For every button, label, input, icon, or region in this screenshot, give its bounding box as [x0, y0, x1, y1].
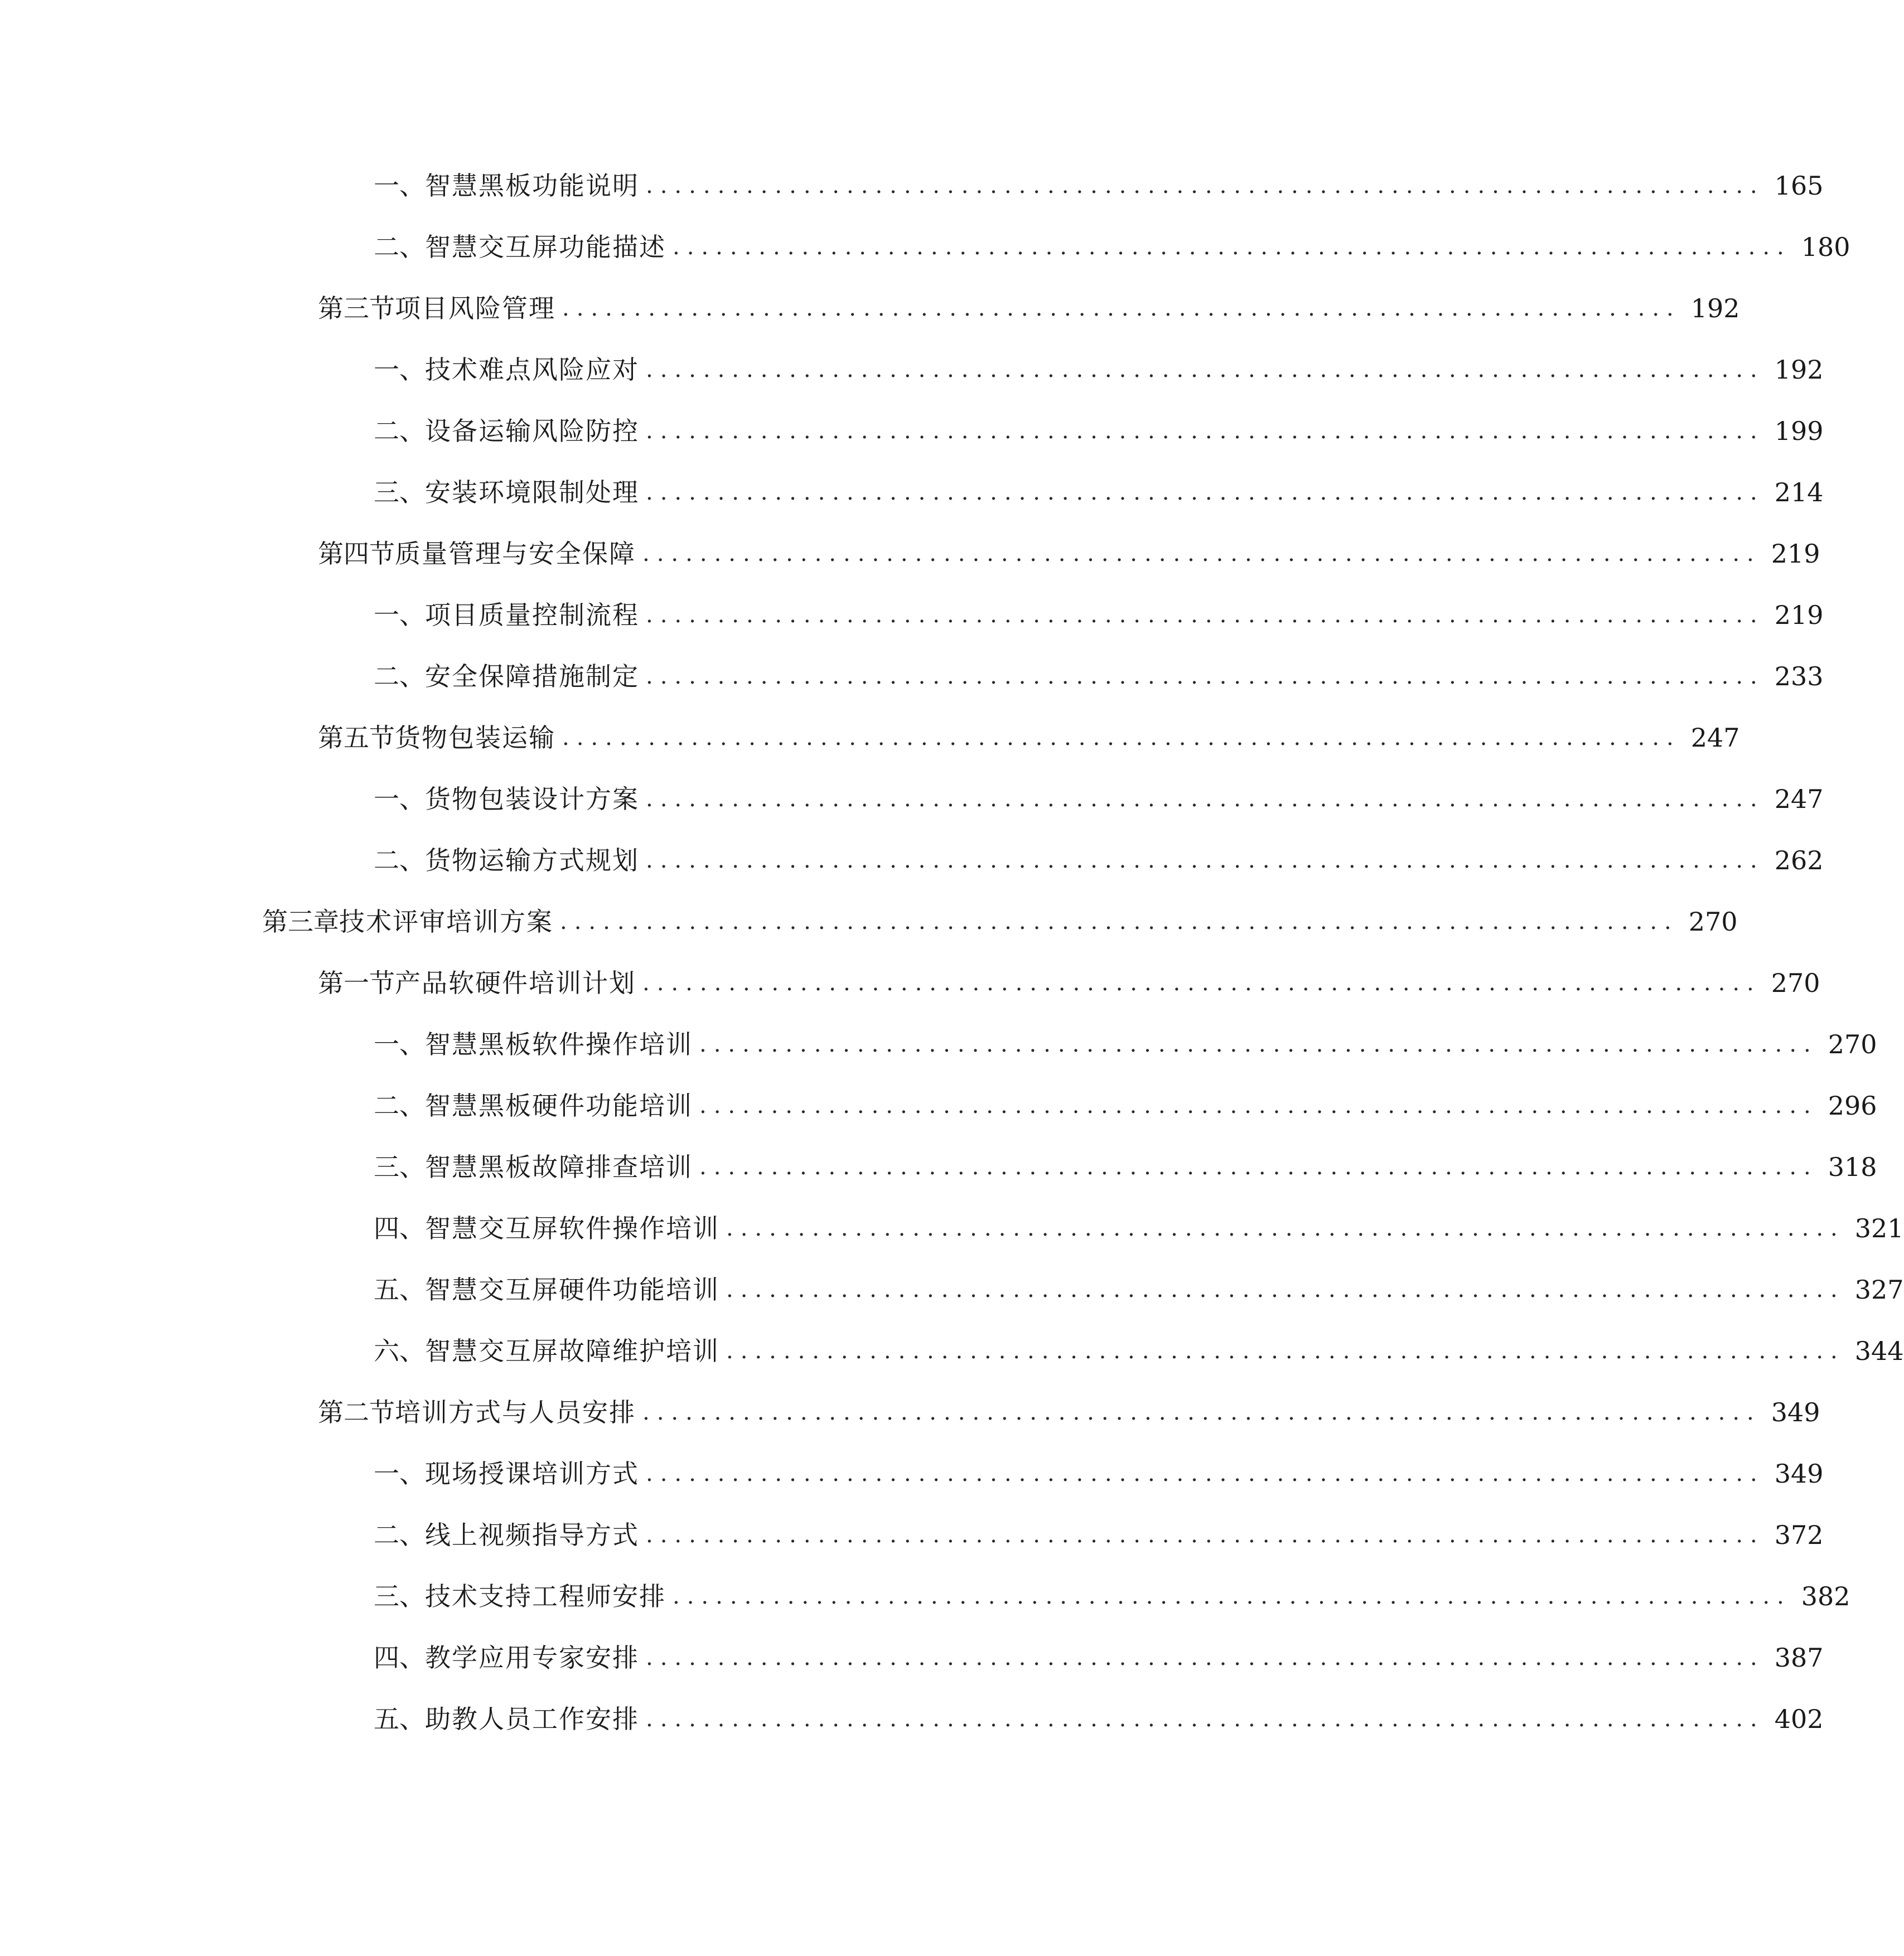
toc-entry-number: 一、 — [374, 784, 425, 814]
toc-entry-title: 智慧交互屏软件操作培训 — [425, 1213, 719, 1243]
toc-entry-page: 247 — [1774, 784, 1824, 814]
toc-entry-title: 培训方式与人员安排 — [395, 1397, 636, 1427]
toc-entry-title: 线上视频指导方式 — [425, 1520, 639, 1550]
toc-entry[interactable] — [318, 718, 1740, 757]
toc-entry[interactable] — [318, 289, 1740, 328]
toc-entry[interactable] — [374, 1454, 1824, 1493]
toc-entry-page: 199 — [1774, 416, 1824, 446]
toc-entry[interactable] — [374, 1638, 1824, 1677]
toc-entry-page: 270 — [1828, 1029, 1877, 1059]
toc-entry-page: 382 — [1801, 1581, 1850, 1611]
dot-leader: .............................................................................. — [646, 173, 1765, 198]
toc-entry[interactable] — [374, 1332, 1904, 1371]
toc-entry-page: 214 — [1774, 477, 1824, 507]
toc-entry-number: 一、 — [374, 171, 425, 201]
toc-entry[interactable] — [374, 1700, 1824, 1739]
toc-entry[interactable] — [318, 1393, 1820, 1432]
toc-entry[interactable] — [374, 657, 1824, 696]
toc-entry[interactable] — [374, 841, 1824, 880]
toc-entry-number: 二、 — [374, 416, 425, 446]
toc-entry-number: 二、 — [374, 232, 425, 262]
toc-entry-page: 219 — [1771, 539, 1820, 569]
toc-entry-number: 第三节 — [318, 293, 395, 323]
dot-leader: .............................................................................. — [562, 296, 1681, 321]
toc-entry-page: 180 — [1801, 232, 1850, 262]
dot-leader: .............................................................................. — [646, 1706, 1765, 1732]
toc-entry-page: 192 — [1690, 293, 1740, 323]
dot-leader: .............................................................................. — [699, 1154, 1818, 1180]
toc-entry[interactable] — [374, 1209, 1904, 1248]
toc-entry-page: 372 — [1774, 1520, 1824, 1550]
toc-entry[interactable] — [318, 964, 1820, 1003]
toc-entry-title: 现场授课培训方式 — [425, 1459, 639, 1489]
toc-entry[interactable] — [374, 1577, 1850, 1616]
toc-entry-page: 192 — [1774, 355, 1824, 385]
toc-entry[interactable] — [374, 1025, 1877, 1064]
toc-entry-number: 三、 — [374, 1581, 425, 1611]
dot-leader: .............................................................................. — [726, 1338, 1845, 1364]
toc-entry-page: 344 — [1854, 1336, 1904, 1366]
toc-entry-number: 三、 — [374, 1152, 425, 1182]
toc-entry[interactable] — [318, 534, 1820, 573]
toc-entry-number: 一、 — [374, 355, 425, 385]
toc-entry[interactable] — [262, 902, 1738, 941]
toc-entry-title: 货物包装运输 — [395, 723, 555, 753]
dot-leader: .............................................................................. — [642, 541, 1761, 567]
toc-entry-title: 项目质量控制流程 — [425, 600, 639, 630]
toc-entry[interactable] — [374, 411, 1824, 451]
toc-entry[interactable] — [374, 780, 1824, 819]
dot-leader: .............................................................................. — [673, 1584, 1791, 1609]
toc-entry-title: 货物运输方式规划 — [425, 845, 639, 875]
dot-leader: .............................................................................. — [699, 1093, 1818, 1119]
dot-leader: .............................................................................. — [642, 970, 1761, 996]
toc-entry-title: 技术评审培训方案 — [339, 907, 553, 937]
toc-entry-page: 262 — [1774, 845, 1824, 875]
toc-entry-page: 321 — [1854, 1213, 1904, 1243]
toc-entry-title: 产品软硬件培训计划 — [395, 968, 636, 998]
toc-entry-number: 一、 — [374, 600, 425, 630]
toc-entry-number: 二、 — [374, 1091, 425, 1121]
toc-entry-title: 智慧黑板硬件功能培训 — [425, 1091, 693, 1121]
toc-entry-number: 二、 — [374, 1520, 425, 1550]
toc-entry-number: 第四节 — [318, 539, 395, 569]
dot-leader: .............................................................................. — [646, 848, 1765, 873]
toc-entry-number: 六、 — [374, 1336, 425, 1366]
toc-entry-number: 四、 — [374, 1643, 425, 1673]
toc-entry-number: 二、 — [374, 661, 425, 691]
toc-entry-page: 233 — [1774, 661, 1824, 691]
toc-entry-title: 智慧交互屏硬件功能培训 — [425, 1275, 719, 1305]
toc-entry-number: 二、 — [374, 845, 425, 875]
toc-entry-title: 技术支持工程师安排 — [425, 1581, 666, 1611]
toc-entry[interactable] — [374, 473, 1824, 512]
toc-entry-title: 设备运输风险防控 — [425, 416, 639, 446]
toc-entry-page: 402 — [1774, 1704, 1824, 1734]
dot-leader: .............................................................................. — [646, 1522, 1765, 1548]
toc-entry-page: 349 — [1771, 1397, 1820, 1427]
dot-leader: .............................................................................. — [646, 480, 1765, 505]
toc-entry[interactable] — [374, 1270, 1904, 1309]
toc-entry-title: 货物包装设计方案 — [425, 784, 639, 814]
dot-leader: .............................................................................. — [560, 909, 1679, 935]
toc-entry-page: 296 — [1828, 1091, 1877, 1121]
toc-entry-page: 387 — [1774, 1643, 1824, 1673]
toc-entry-page: 165 — [1774, 171, 1824, 201]
dot-leader: .............................................................................. — [642, 1400, 1761, 1425]
toc-entry-number: 第五节 — [318, 723, 395, 753]
toc-entry-number: 四、 — [374, 1213, 425, 1243]
toc-entry-page: 219 — [1774, 600, 1824, 630]
toc-entry-page: 270 — [1771, 968, 1820, 998]
toc-entry-title: 智慧黑板软件操作培训 — [425, 1029, 693, 1059]
toc-entry-number: 第一节 — [318, 968, 395, 998]
toc-entry[interactable] — [374, 227, 1850, 267]
toc-entry-page: 247 — [1690, 723, 1740, 753]
toc-entry-title: 助教人员工作安排 — [425, 1704, 639, 1734]
dot-leader: .............................................................................. — [646, 1645, 1765, 1671]
toc-entry-title: 智慧交互屏故障维护培训 — [425, 1336, 719, 1366]
toc-entry-title: 技术难点风险应对 — [425, 355, 639, 385]
toc-entry-page: 349 — [1774, 1459, 1824, 1489]
toc-entry[interactable] — [374, 166, 1824, 205]
toc-entry-title: 智慧黑板故障排查培训 — [425, 1152, 693, 1182]
toc-entry-number: 第二节 — [318, 1397, 395, 1427]
dot-leader: .............................................................................. — [646, 357, 1765, 383]
toc-entry[interactable] — [374, 1516, 1824, 1555]
toc-entry[interactable] — [374, 1086, 1877, 1125]
toc-entry-title: 智慧黑板功能说明 — [425, 171, 639, 201]
toc-entry-title: 安装环境限制处理 — [425, 477, 639, 507]
toc-entry-title: 项目风险管理 — [395, 293, 555, 323]
toc-entry-page: 270 — [1688, 907, 1738, 937]
toc-entry-page: 318 — [1828, 1152, 1877, 1182]
toc-entry-number: 一、 — [374, 1029, 425, 1059]
toc-entry[interactable] — [374, 1148, 1877, 1187]
toc-entry-number: 三、 — [374, 477, 425, 507]
dot-leader: .............................................................................. — [646, 1461, 1765, 1487]
toc-entry-number: 五、 — [374, 1275, 425, 1305]
toc-entry-number: 五、 — [374, 1704, 425, 1734]
dot-leader: .............................................................................. — [726, 1216, 1845, 1241]
dot-leader: .............................................................................. — [646, 602, 1765, 628]
toc-entry-page: 327 — [1854, 1275, 1904, 1305]
dot-leader: .............................................................................. — [726, 1277, 1845, 1303]
dot-leader: .............................................................................. — [562, 725, 1681, 751]
toc-entry-number: 第三章 — [262, 907, 339, 937]
toc-entry-title: 质量管理与安全保障 — [395, 539, 636, 569]
toc-entry-number: 一、 — [374, 1459, 425, 1489]
dot-leader: .............................................................................. — [699, 1032, 1818, 1057]
dot-leader: .............................................................................. — [646, 418, 1765, 444]
toc-entry[interactable] — [374, 595, 1824, 635]
toc-entry-title: 智慧交互屏功能描述 — [425, 232, 666, 262]
dot-leader: .............................................................................. — [646, 664, 1765, 689]
toc-entry-title: 安全保障措施制定 — [425, 661, 639, 691]
toc-entry[interactable] — [374, 350, 1824, 389]
toc-entry-title: 教学应用专家安排 — [425, 1643, 639, 1673]
dot-leader: .............................................................................. — [646, 786, 1765, 812]
dot-leader: .............................................................................. — [673, 234, 1791, 260]
